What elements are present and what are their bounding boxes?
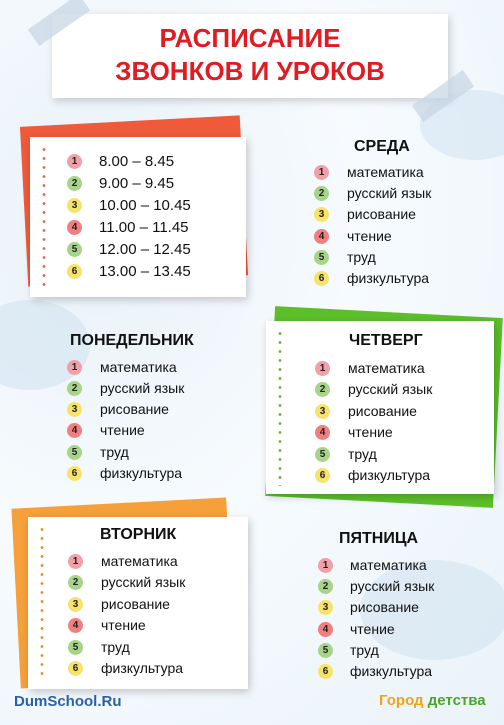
lesson-name: труд bbox=[100, 444, 129, 460]
lesson-row bbox=[314, 249, 376, 265]
bell-row bbox=[67, 219, 189, 236]
number-badge: 6 bbox=[314, 271, 329, 286]
number-badge: 1 bbox=[315, 361, 330, 376]
number-badge: 3 bbox=[67, 402, 82, 417]
lesson-row bbox=[68, 639, 130, 655]
lesson-name: физкультура bbox=[348, 467, 431, 483]
lesson-name: чтение bbox=[350, 621, 395, 637]
number-badge: 3 bbox=[315, 404, 330, 419]
lesson-name: русский язык bbox=[350, 578, 435, 594]
number-badge: 4 bbox=[314, 229, 329, 244]
number-badge: 3 bbox=[314, 207, 329, 222]
lesson-row bbox=[318, 578, 434, 594]
lesson-row bbox=[68, 574, 185, 590]
bell-row bbox=[67, 263, 191, 280]
lesson-row bbox=[318, 642, 379, 658]
number-badge: 5 bbox=[67, 445, 82, 460]
lesson-name: математика bbox=[101, 553, 178, 569]
number-badge: 1 bbox=[67, 360, 82, 375]
lesson-name: математика bbox=[100, 359, 177, 375]
number-badge: 5 bbox=[314, 250, 329, 265]
lesson-name: рисование bbox=[350, 599, 419, 615]
lesson-name: труд bbox=[101, 639, 130, 655]
number-badge: 2 bbox=[315, 382, 330, 397]
page-title-line1: РАСПИСАНИЕ bbox=[159, 23, 341, 53]
lesson-row bbox=[314, 185, 431, 201]
lesson-name: математика bbox=[347, 164, 424, 180]
lesson-name: математика bbox=[348, 360, 425, 376]
number-badge: 4 bbox=[315, 425, 330, 440]
lesson-row bbox=[318, 621, 395, 637]
lesson-row bbox=[318, 663, 432, 679]
lesson-row bbox=[68, 660, 183, 676]
bell-row bbox=[67, 175, 174, 192]
lesson-name: рисование bbox=[100, 401, 169, 417]
number-badge: 2 bbox=[314, 186, 329, 201]
lesson-row bbox=[67, 401, 169, 417]
number-badge: 2 bbox=[318, 579, 333, 594]
lesson-name: труд bbox=[347, 249, 376, 265]
footer-logo-gorod-detstva[interactable] bbox=[379, 692, 486, 709]
day-title-monday: ПОНЕДЕЛЬНИК bbox=[70, 332, 194, 349]
number-badge: 5 bbox=[315, 447, 330, 462]
lesson-row bbox=[67, 465, 182, 481]
lesson-row bbox=[315, 381, 432, 397]
lesson-row bbox=[318, 599, 419, 615]
number-badge: 1 bbox=[67, 154, 82, 169]
lesson-name: чтение bbox=[100, 422, 145, 438]
lesson-name: физкультура bbox=[350, 663, 433, 679]
lesson-name: рисование bbox=[348, 403, 417, 419]
bell-time: 10.00 – 10.45 bbox=[99, 197, 191, 214]
day-title-tuesday: ВТОРНИК bbox=[100, 526, 177, 543]
bell-row bbox=[67, 153, 174, 170]
number-badge: 6 bbox=[68, 661, 83, 676]
lesson-name: чтение bbox=[101, 617, 146, 633]
notebook-holes bbox=[42, 145, 46, 289]
lesson-row bbox=[314, 228, 392, 244]
number-badge: 3 bbox=[68, 597, 83, 612]
lesson-name: русский язык bbox=[347, 185, 432, 201]
notebook-holes bbox=[40, 525, 44, 681]
bell-time: 11.00 – 11.45 bbox=[99, 219, 189, 236]
lesson-row bbox=[315, 467, 430, 483]
title-card bbox=[52, 14, 448, 98]
lesson-row bbox=[67, 444, 129, 460]
lesson-name: труд bbox=[348, 446, 377, 462]
lesson-row bbox=[68, 553, 178, 569]
number-badge: 6 bbox=[67, 264, 82, 279]
number-badge: 6 bbox=[67, 466, 82, 481]
lesson-row bbox=[68, 617, 146, 633]
number-badge: 2 bbox=[68, 575, 83, 590]
day-title-thursday: ЧЕТВЕРГ bbox=[349, 332, 423, 349]
lesson-name: чтение bbox=[347, 228, 392, 244]
number-badge: 6 bbox=[315, 468, 330, 483]
footer-logo-dumschool[interactable]: DumSchool.Ru bbox=[14, 693, 122, 710]
lesson-row bbox=[314, 206, 416, 222]
lesson-name: физкультура bbox=[347, 270, 430, 286]
number-badge: 4 bbox=[67, 423, 82, 438]
lesson-name: физкультура bbox=[100, 465, 183, 481]
number-badge: 5 bbox=[318, 643, 333, 658]
lesson-row bbox=[315, 360, 425, 376]
bell-time: 9.00 – 9.45 bbox=[99, 175, 175, 192]
lesson-row bbox=[68, 596, 170, 612]
footer-logo-part1: Город bbox=[379, 692, 424, 709]
lesson-row bbox=[315, 403, 417, 419]
number-badge: 6 bbox=[318, 664, 333, 679]
number-badge: 3 bbox=[318, 600, 333, 615]
number-badge: 2 bbox=[67, 176, 82, 191]
number-badge: 4 bbox=[67, 220, 82, 235]
lesson-row bbox=[318, 557, 427, 573]
number-badge: 1 bbox=[314, 165, 329, 180]
bell-time: 8.00 – 8.45 bbox=[99, 153, 175, 170]
lesson-name: русский язык bbox=[100, 380, 185, 396]
lesson-name: чтение bbox=[348, 424, 393, 440]
footer-logo-part2: детства bbox=[427, 692, 486, 709]
bell-row bbox=[67, 197, 191, 214]
lesson-row bbox=[315, 446, 377, 462]
number-badge: 4 bbox=[68, 618, 83, 633]
lesson-row bbox=[67, 380, 184, 396]
number-badge: 4 bbox=[318, 622, 333, 637]
lesson-name: математика bbox=[350, 557, 427, 573]
number-badge: 1 bbox=[68, 554, 83, 569]
lesson-name: русский язык bbox=[101, 574, 186, 590]
number-badge: 1 bbox=[318, 558, 333, 573]
lesson-row bbox=[315, 424, 393, 440]
notebook-holes bbox=[278, 329, 282, 486]
lesson-row bbox=[67, 422, 145, 438]
lesson-name: физкультура bbox=[101, 660, 184, 676]
bell-row bbox=[67, 241, 191, 258]
lesson-name: рисование bbox=[101, 596, 170, 612]
number-badge: 5 bbox=[68, 640, 83, 655]
lesson-row bbox=[314, 164, 424, 180]
lesson-name: русский язык bbox=[348, 381, 433, 397]
number-badge: 3 bbox=[67, 198, 82, 213]
lesson-name: рисование bbox=[347, 206, 416, 222]
day-title-wednesday: СРЕДА bbox=[354, 138, 410, 155]
lesson-row bbox=[67, 359, 177, 375]
bell-time: 12.00 – 12.45 bbox=[99, 241, 191, 258]
bell-time: 13.00 – 13.45 bbox=[99, 263, 191, 280]
lesson-name: труд bbox=[350, 642, 379, 658]
lesson-row bbox=[314, 270, 429, 286]
day-title-friday: ПЯТНИЦА bbox=[339, 530, 419, 547]
number-badge: 2 bbox=[67, 381, 82, 396]
number-badge: 5 bbox=[67, 242, 82, 257]
page-title-line2: ЗВОНКОВ И УРОКОВ bbox=[115, 56, 385, 86]
